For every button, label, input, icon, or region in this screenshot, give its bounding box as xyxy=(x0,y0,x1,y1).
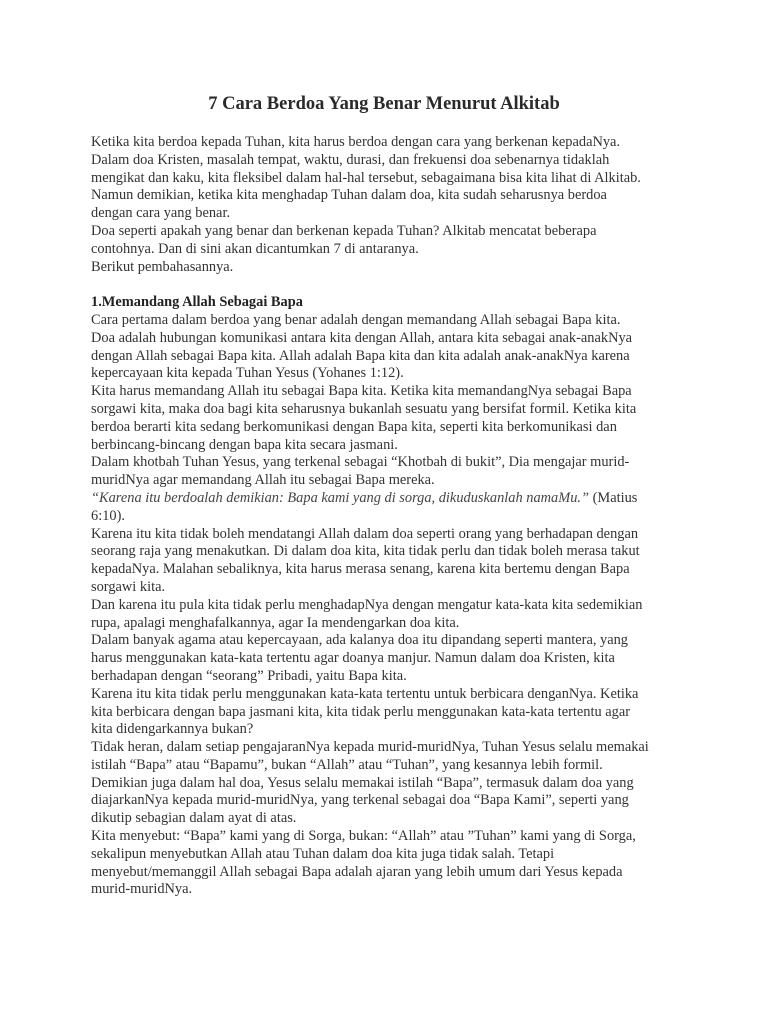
text-line: Karena itu kita tidak boleh mendatangi Allah dalam doa seperti orang yang berhadapan dengan xyxy=(91,525,639,542)
text-line: Kita harus memandang Allah itu sebagai Bapa kita. Ketika kita memandangNya sebagai Bapa xyxy=(91,383,632,400)
text-line: kepercayaan kita kepada Tuhan Yesus (Yohanes 1:12). xyxy=(91,365,404,382)
text-line: Tidak heran, dalam setiap pengajaranNya kepada murid-muridNya, Tuhan Yesus selalu memakai xyxy=(91,739,649,756)
text-line: sorgawi kita. xyxy=(91,578,166,595)
quote-reference-line: 6:10). xyxy=(91,507,125,524)
text-line: Demikian juga dalam hal doa, Yesus selalu memakai istilah “Bapa”, termasuk dalam doa yang xyxy=(91,774,634,791)
quote-reference: (Matius xyxy=(589,489,638,506)
text-line: harus menggunakan kata-kata tertentu agar doanya manjur. Namun dalam doa Kristen, kita xyxy=(91,650,615,667)
quote-text: “Karena itu berdoalah demikian: Bapa kami yang di sorga, dikuduskanlah namaMu.” xyxy=(91,489,590,506)
text-line: sorgawi kita, maka doa bagi kita seharusnya bukanlah sesuatu yang bersifat formil. Ketika kita xyxy=(91,400,637,417)
text-line: dengan cara yang benar. xyxy=(91,205,231,222)
text-line: menyebut/memanggil Allah sebagai Bapa adalah ajaran yang lebih umum dari Yesus kepada xyxy=(91,863,623,880)
text-line: sekalipun menyebutkan Allah atau Tuhan dalam doa kita juga tidak salah. Tetapi xyxy=(91,845,555,862)
section-heading: 1.Memandang Allah Sebagai Bapa xyxy=(91,294,303,311)
text-line: kita berbicara dengan bapa jasmani kita, kita tidak perlu menggunakan kata-kata tertentu agar xyxy=(91,703,631,720)
text-line: berhadapan dengan “seorang” Pribadi, yaitu Bapa kita. xyxy=(91,667,407,684)
text-line: rupa, apalagi menghafalkannya, agar Ia mendengarkan doa kita. xyxy=(91,614,460,631)
text-line: mengikat dan kaku, kita fleksibel dalam hal-hal tersebut, sebagaimana bisa kita lihat di Alkitab. xyxy=(91,169,641,186)
intro-section xyxy=(91,134,681,276)
text-line: Berikut pembahasannya. xyxy=(91,258,234,275)
text-line: Dalam doa Kristen, masalah tempat, waktu, durasi, dan frekuensi doa sebenarnya tidaklah xyxy=(91,151,610,168)
text-line: Doa adalah hubungan komunikasi antara kita dengan Allah, antara kita sebagai anak-anakNya xyxy=(91,329,633,346)
text-line: dengan Allah sebagai Bapa kita. Allah adalah Bapa kita dan kita adalah anak-anakNya karena xyxy=(91,347,630,364)
text-line: dikutip sebagian dalam ayat di atas. xyxy=(91,810,297,827)
text-line: kepadaNya. Malahan sebaliknya, kita harus merasa senang, karena kita bertemu dengan Bapa xyxy=(91,561,630,578)
text-line: berdoa berarti kita sedang berkomunikasi dengan Bapa kita, seperti kita berkomunikasi dan xyxy=(91,418,617,435)
text-line: seorang raja yang menakutkan. Di dalam doa kita, kita tidak perlu dan tidak boleh merasa takut xyxy=(91,543,640,560)
paragraph-gap xyxy=(91,276,681,294)
text-line: Namun demikian, ketika kita menghadap Tuhan dalam doa, kita sudah seharusnya berdoa xyxy=(91,187,607,204)
text-line: contohnya. Dan di sini akan dicantumkan 7 di antaranya. xyxy=(91,240,419,257)
text-line: istilah “Bapa” atau “Bapamu”, bukan “Allah” atau “Tuhan”, yang kesannya lebih formil. xyxy=(91,756,603,773)
text-line: murid-muridNya. xyxy=(91,881,193,898)
text-line: Dan karena itu pula kita tidak perlu menghadapNya dengan mengatur kata-kata kita sedemikian xyxy=(91,596,643,613)
text-line: berbincang-bincang dengan bapa kita secara jasmani. xyxy=(91,436,398,453)
text-line: muridNya agar memandang Allah itu sebagai Bapa mereka. xyxy=(91,472,435,489)
text-line: Cara pertama dalam berdoa yang benar adalah dengan memandang Allah sebagai Bapa kita. xyxy=(91,311,621,328)
text-line: Kita menyebut: “Bapa” kami yang di Sorga, bukan: “Allah” atau ”Tuhan” kami yang di Sorga, xyxy=(91,828,636,845)
document-title: 7 Cara Berdoa Yang Benar Menurut Alkitab xyxy=(208,94,560,114)
document-body xyxy=(91,134,681,899)
text-line: Ketika kita berdoa kepada Tuhan, kita harus berdoa dengan cara yang berkenan kepadaNya. xyxy=(91,134,621,150)
bible-quote xyxy=(91,490,681,508)
section-1 xyxy=(91,294,681,899)
text-line: Doa seperti apakah yang benar dan berkenan kepada Tuhan? Alkitab mencatat beberapa xyxy=(91,222,597,239)
text-line: diajarkanNya kepada murid-muridNya, yang terkenal sebagai doa “Bapa Kami”, seperti yang xyxy=(91,792,629,809)
text-line: Dalam khotbah Tuhan Yesus, yang terkenal sebagai “Khotbah di bukit”, Dia mengajar murid- xyxy=(91,454,630,471)
text-line: Karena itu kita tidak perlu menggunakan kata-kata tertentu untuk berbicara denganNya. Ketika xyxy=(91,685,639,702)
text-line: Dalam banyak agama atau kepercayaan, ada kalanya doa itu dipandang seperti mantera, yang xyxy=(91,632,628,649)
text-line: kita didengarkannya bukan? xyxy=(91,721,254,738)
